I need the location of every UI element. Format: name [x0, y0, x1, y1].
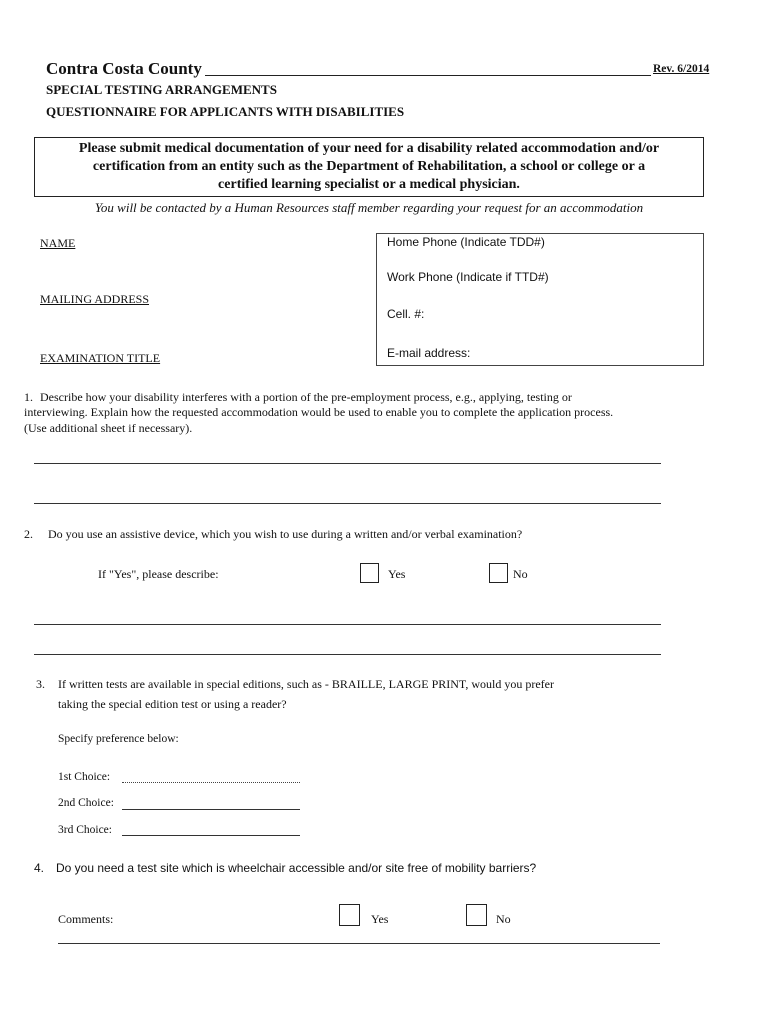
- q4-no-checkbox[interactable]: [466, 904, 487, 926]
- q2-yes-checkbox[interactable]: [360, 563, 379, 583]
- work-phone-field[interactable]: Work Phone (Indicate if TTD#): [387, 270, 549, 284]
- q4-comments-label: Comments:: [58, 912, 114, 926]
- q3-line-1: If written tests are available in special editions, such as - BRAILLE, LARGE PRINT, would you prefer: [58, 677, 554, 691]
- form-title-1: SPECIAL TESTING ARRANGEMENTS: [46, 82, 277, 97]
- q3-number: 3.: [36, 677, 45, 691]
- mailing-address-label: MAILING ADDRESS: [40, 292, 150, 306]
- q3-choice-2-label: 2nd Choice:: [58, 797, 114, 809]
- q4-comments-line[interactable]: [58, 943, 660, 944]
- q2-no-checkbox[interactable]: [489, 563, 508, 583]
- form-title-2: QUESTIONNAIRE FOR APPLICANTS WITH DISABILITIES: [46, 104, 405, 119]
- q3-choice-1-line[interactable]: [122, 782, 300, 783]
- q3-choice-3-line[interactable]: [122, 835, 300, 836]
- email-field[interactable]: E-mail address:: [387, 346, 471, 360]
- q2-describe-label: If "Yes", please describe:: [98, 567, 219, 581]
- q3-choice-1-label: 1st Choice:: [58, 771, 111, 783]
- notice-box: [34, 137, 704, 197]
- q2-text: Do you use an assistive device, which you wish to use during a written and/or verbal examination?: [48, 527, 523, 541]
- q1-answer-line-2[interactable]: [34, 503, 661, 504]
- cell-field[interactable]: Cell. #:: [387, 307, 425, 321]
- q3-choice-2-line[interactable]: [122, 809, 300, 810]
- q4-no-label: No: [496, 912, 511, 926]
- q4-yes-checkbox[interactable]: [339, 904, 360, 926]
- notice-line-3: certified learning specialist or a medical physician.: [218, 177, 520, 192]
- q3-choice-3-label: 3rd Choice:: [58, 824, 112, 836]
- q1-line-2: interviewing. Explain how the requested accommodation would be used to enable you to complete the application process.: [24, 405, 614, 419]
- q2-no-label: No: [513, 567, 528, 581]
- name-label: NAME: [40, 236, 76, 250]
- q1-number: 1.: [24, 390, 33, 404]
- q1-text: [24, 389, 572, 405]
- q1-line-1: Describe how your disability interferes with a portion of the pre-employment process, e.g., applying, testing or: [40, 390, 572, 404]
- revision-label: Rev. 6/2014: [653, 63, 710, 75]
- q3-specify-label: Specify preference below:: [58, 733, 179, 745]
- q1-answer-line-1[interactable]: [34, 463, 661, 464]
- q2-number: 2.: [24, 527, 33, 541]
- notice-line-1: Please submit medical documentation of your need for a disability related accommodation and/or: [78, 141, 660, 156]
- county-title: Contra Costa County: [46, 59, 202, 78]
- q2-answer-line-2[interactable]: [34, 654, 661, 655]
- q3-line-2: taking the special edition test or using a reader?: [58, 697, 287, 711]
- notice-line-2: certification from an entity such as the Department of Rehabilitation, a school or college or a: [92, 159, 646, 174]
- contact-box: [376, 233, 704, 366]
- q4-text: Do you need a test site which is wheelchair accessible and/or site free of mobility barriers?: [56, 861, 537, 875]
- q1-line-3: (Use additional sheet if necessary).: [24, 421, 193, 435]
- home-phone-field[interactable]: Home Phone (Indicate TDD#): [387, 235, 545, 249]
- header-rule: [205, 75, 651, 76]
- notice-contact: You will be contacted by a Human Resources staff member regarding your request for an accommodation: [94, 200, 644, 215]
- q2-answer-line-1[interactable]: [34, 624, 661, 625]
- q2-yes-label: Yes: [388, 567, 406, 581]
- q4-number: 4.: [34, 861, 45, 875]
- q4-yes-label: Yes: [371, 912, 389, 926]
- examination-title-label: EXAMINATION TITLE: [40, 351, 161, 365]
